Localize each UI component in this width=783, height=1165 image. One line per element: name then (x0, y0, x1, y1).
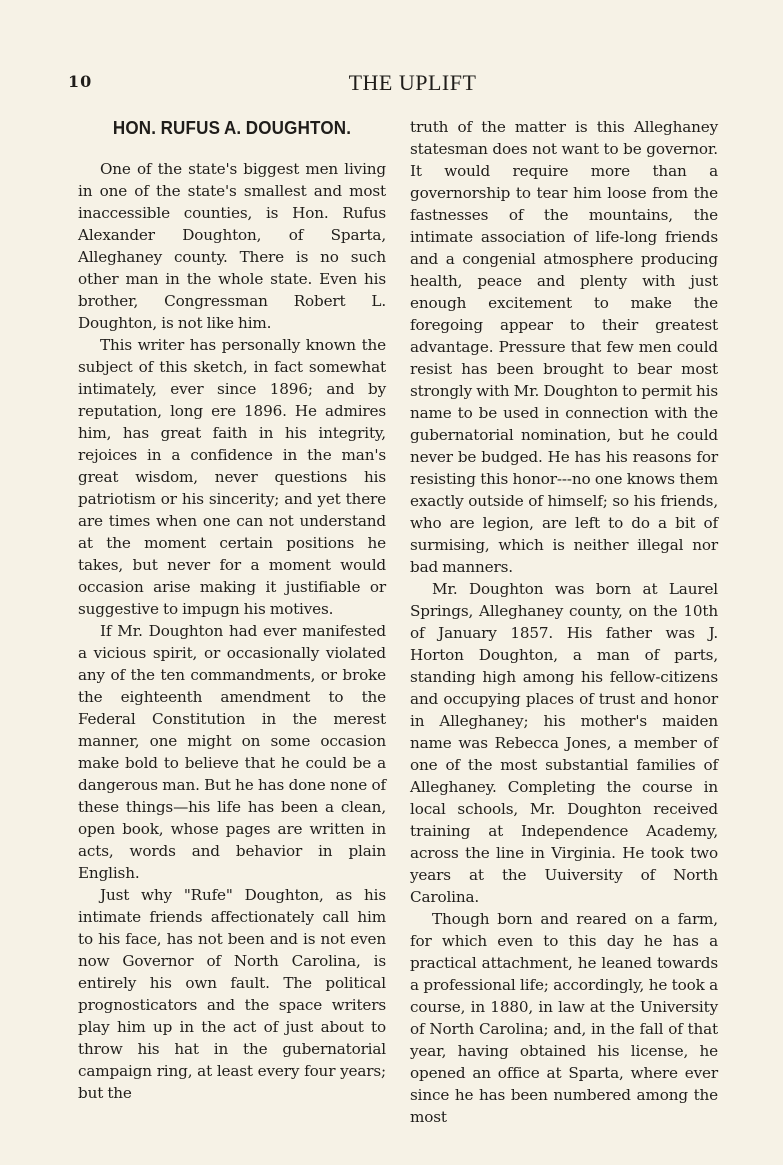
paragraph: Mr. Doughton was born at Laurel Springs, Alleghaney county, on the 10th of January 1857. His father was J. Horton Doughton, a man of parts, standing high among his fellow-citizens and occupying places of trust and honor in Alleghaney; his mother's maiden name was Rebecca Jones, a member of one of the most substantial families of Alleghaney. Completing the course in local schools, Mr. Doughton received training at Independence Academy, across the line in Virginia. He took two years at the Uuiversity of North Carolina. (410, 580, 718, 906)
page-number: 10 (68, 72, 93, 91)
paragraph: If Mr. Doughton had ever manifested a vicious spirit, or occasionally violated any of the ten commandments, or broke the eighteenth amendment to the Federal Constitution in the merest manner, one might on some occasion make bold to believe that he could be a dangerous man. But he has done none of these things—his life has been a clean, open book, whose pages are written in acts, words and behavior in plain English. (78, 622, 386, 882)
left-column (78, 116, 386, 1104)
running-title: THE UPLIFT (348, 70, 477, 95)
paragraph: This writer has personally known the subject of this sketch, in fact somewhat intimately, ever since 1896; and by reputation, long ere 1896. He admires him, has great faith in his integrity, rejoices in a confidence in the man's great wisdom, never questions his patriotism or his sincerity; and yet there are times when one can not understand at the moment certain positions he takes, but never for a moment would occasion arise making it justifiable or suggestive to impugn his motives. (78, 336, 386, 618)
paragraph-continuation: truth of the matter is this Alleghaney statesman does not want to be governor. It would require more than a governorship to tear him loose from the fastnesses of the mountains, the intimate association of life-long friends and a congenial atmosphere producing health, peace and plenty with just enough excitement to make the foregoing appear to their greatest advantage. Pressure that few men could resist has been brought to bear most strongly with Mr. Doughton to permit his name to be used in connection with the gubernatorial nomination, but he could never be budged. He has his reasons for resisting this honor---no one knows them exactly outside of himself; so his friends, who are legion, are left to do a bit of surmising, which is neither illegal nor bad manners. (410, 118, 718, 576)
paragraph: Just why "Rufe" Doughton, as his intimate friends affectionately call him to his face, has not been and is not even now Governor of North Carolina, is entirely his own fault. The political prognosticators and the space writers play him up in the act of just about to throw his hat in the gubernatorial campaign ring, at least every four years; but the (78, 886, 386, 1102)
paragraph: Though born and reared on a farm, for which even to this day he has a practical attachment, he leaned towards a professional life; accordingly, he took a course, in 1880, in law at the University of North Carolina; and, in the fall of that year, having obtained his license, he opened an office at Sparta, where ever since he has been numbered among the most (410, 910, 718, 1126)
right-column (410, 116, 718, 1128)
paragraph: One of the state's biggest men living in one of the state's smallest and most inaccessible counties, is Hon. Rufus Alexander Doughton, of Sparta, Alleghaney county. There is no such other man in the whole state. Even his brother, Congressman Robert L. Doughton, is not like him. (78, 160, 386, 332)
page-header (68, 70, 757, 98)
article-title: HON. RUFUS A. DOUGHTON. (112, 117, 352, 138)
article-columns (78, 116, 768, 1146)
